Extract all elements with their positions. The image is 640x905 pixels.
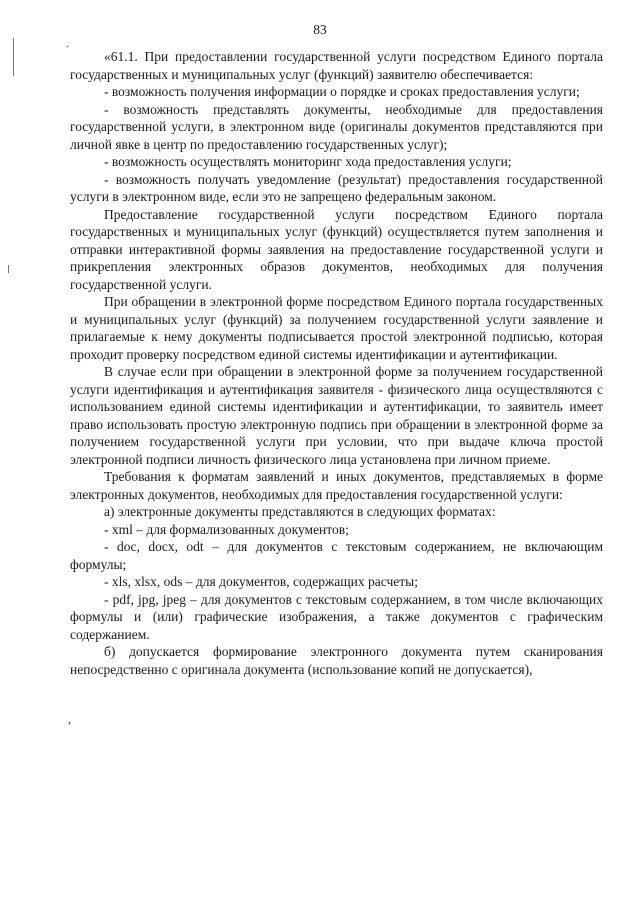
paragraph: В случае если при обращении в электронной форме за получением государственной услуги идентификация и аутентификация заявителя - физического лица осуществляются с использованием единой системы идентификации и аутентификации, то заявитель имеет право использовать простую электронную подпись при обращении в электронной форме за получением государственной услуги при условии, что при выдаче ключа простой электронной подписи личность физического лица установлена при личном приеме. (70, 364, 603, 467)
paragraph: «61.1. При предоставлении государственной услуги посредством Единого портала государственных и муниципальных услуг (функций) заявителю обеспечивается: (70, 49, 603, 82)
scan-margin-mark (13, 38, 14, 76)
paragraph: При обращении в электронной форме посредством Единого портала государственных и муниципальных услуг (функций) за получением государственной услуги заявление и прилагаемые к нему документы подписывается простой электронной подписью, которая проходит проверку посредством единой системы идентификации и аутентификации. (70, 294, 603, 362)
page-number: 83 (313, 22, 327, 37)
paragraph: - возможность получения информации о порядке и сроках предоставления услуги; (104, 84, 580, 99)
paragraph: - xml – для формализованных документов; (104, 521, 349, 537)
document-body (70, 48, 603, 678)
scan-dot: , (68, 712, 71, 726)
paragraph: - возможность представлять документы, необходимые для предоставления государственной услуги, в электронном виде (оригиналы документов представляются при личной явке в центр по предоставлению государственных услуг); (70, 101, 603, 152)
paragraph: - xls, xlsx, ods – для документов, содержащих расчеты; (104, 574, 418, 589)
scan-margin-mark (8, 265, 9, 273)
paragraph: - doc, docx, odt – для документов с текстовым содержанием, не включающим формулы; (70, 539, 603, 572)
paragraph: - pdf, jpg, jpeg – для документов с текстовым содержанием, в том числе включающих формулы и (или) графические изображения, а также документов с графическим содержанием. (70, 591, 603, 642)
paragraph: а) электронные документы представляются в следующих форматах: (104, 504, 496, 519)
paragraph: - возможность получать уведомление (результат) предоставления государственной услуги в электронном виде, если это не запрещено федеральным законом. (70, 171, 603, 204)
scan-dot: . (66, 36, 69, 50)
paragraph: б) допускается формирование электронного документа путем сканирования непосредственно с оригинала документа (использование копий не допускается), (70, 644, 603, 677)
paragraph: Предоставление государственной услуги посредством Единого портала государственных и муниципальных услуг (функций) осуществляется путем заполнения и отправки интерактивной формы заявления на предоставление государственной услуги и прикрепления электронных образов документов, необходимых для получения государственной услуги. (70, 206, 603, 292)
paragraph: Требования к форматам заявлений и иных документов, представляемых в форме электронных документов, необходимых для предоставления государственной услуги: (70, 469, 603, 502)
paragraph: - возможность осуществлять мониторинг хода предоставления услуги; (104, 154, 512, 169)
